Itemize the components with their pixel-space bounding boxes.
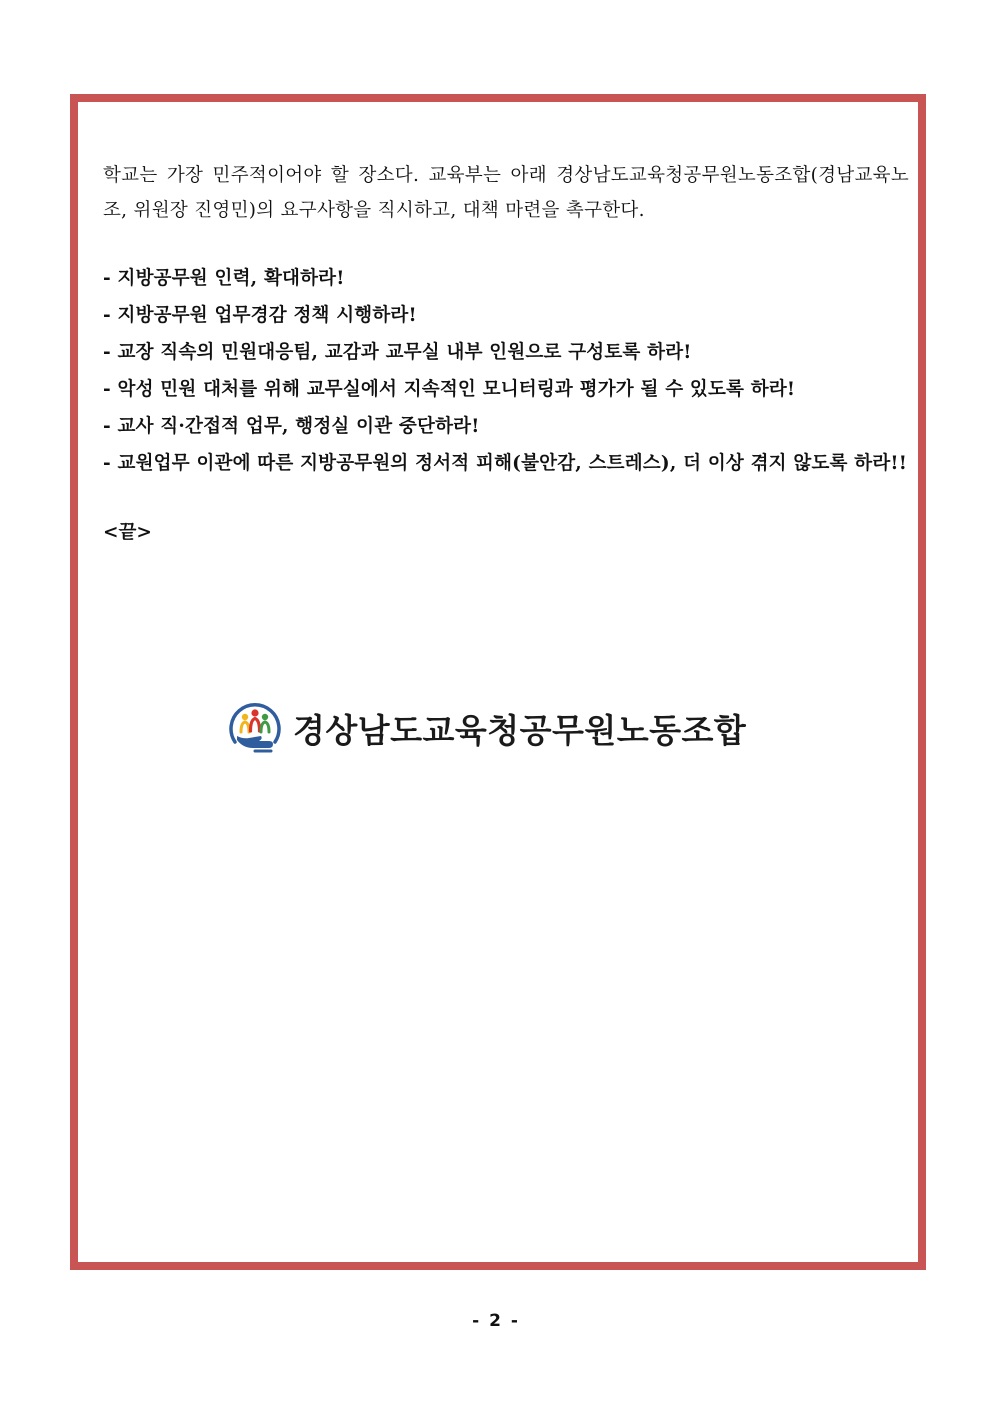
demand-item: - 악성 민원 대처를 위해 교무실에서 지속적인 모니터링과 평가가 될 수 있도록 하라! <box>103 379 796 400</box>
demand-item: - 교장 직속의 민원대응팀, 교감과 교무실 내부 인원으로 구성토록 하라! <box>103 342 692 363</box>
end-mark: <끝> <box>103 522 152 543</box>
union-people-hand-icon <box>225 698 285 758</box>
intro-paragraph: 학교는 가장 민주적이어야 할 장소다. 교육부는 아래 경상남도교육청공무원노동조합(경남교육노조, 위원장 진영민)의 요구사항을 직시하고, 대책 마련을 촉구한다. <box>103 165 909 221</box>
page-number: - 2 - <box>472 1311 520 1331</box>
organization-name: 경상남도교육청공무원노동조합 <box>293 710 747 750</box>
demand-item: - 교사 직·간접적 업무, 행정실 이관 중단하라! <box>103 416 480 437</box>
organization-logo <box>225 698 746 758</box>
document-frame <box>70 94 926 1270</box>
demand-item: - 지방공무원 인력, 확대하라! <box>103 268 345 289</box>
demand-item: - 지방공무원 업무경감 정책 시행하라! <box>103 305 417 326</box>
demand-item: - 교원업무 이관에 따른 지방공무원의 정서적 피해(불안감, 스트레스), 더 이상 겪지 않도록 하라!! <box>103 453 908 474</box>
demands-list <box>103 260 909 482</box>
